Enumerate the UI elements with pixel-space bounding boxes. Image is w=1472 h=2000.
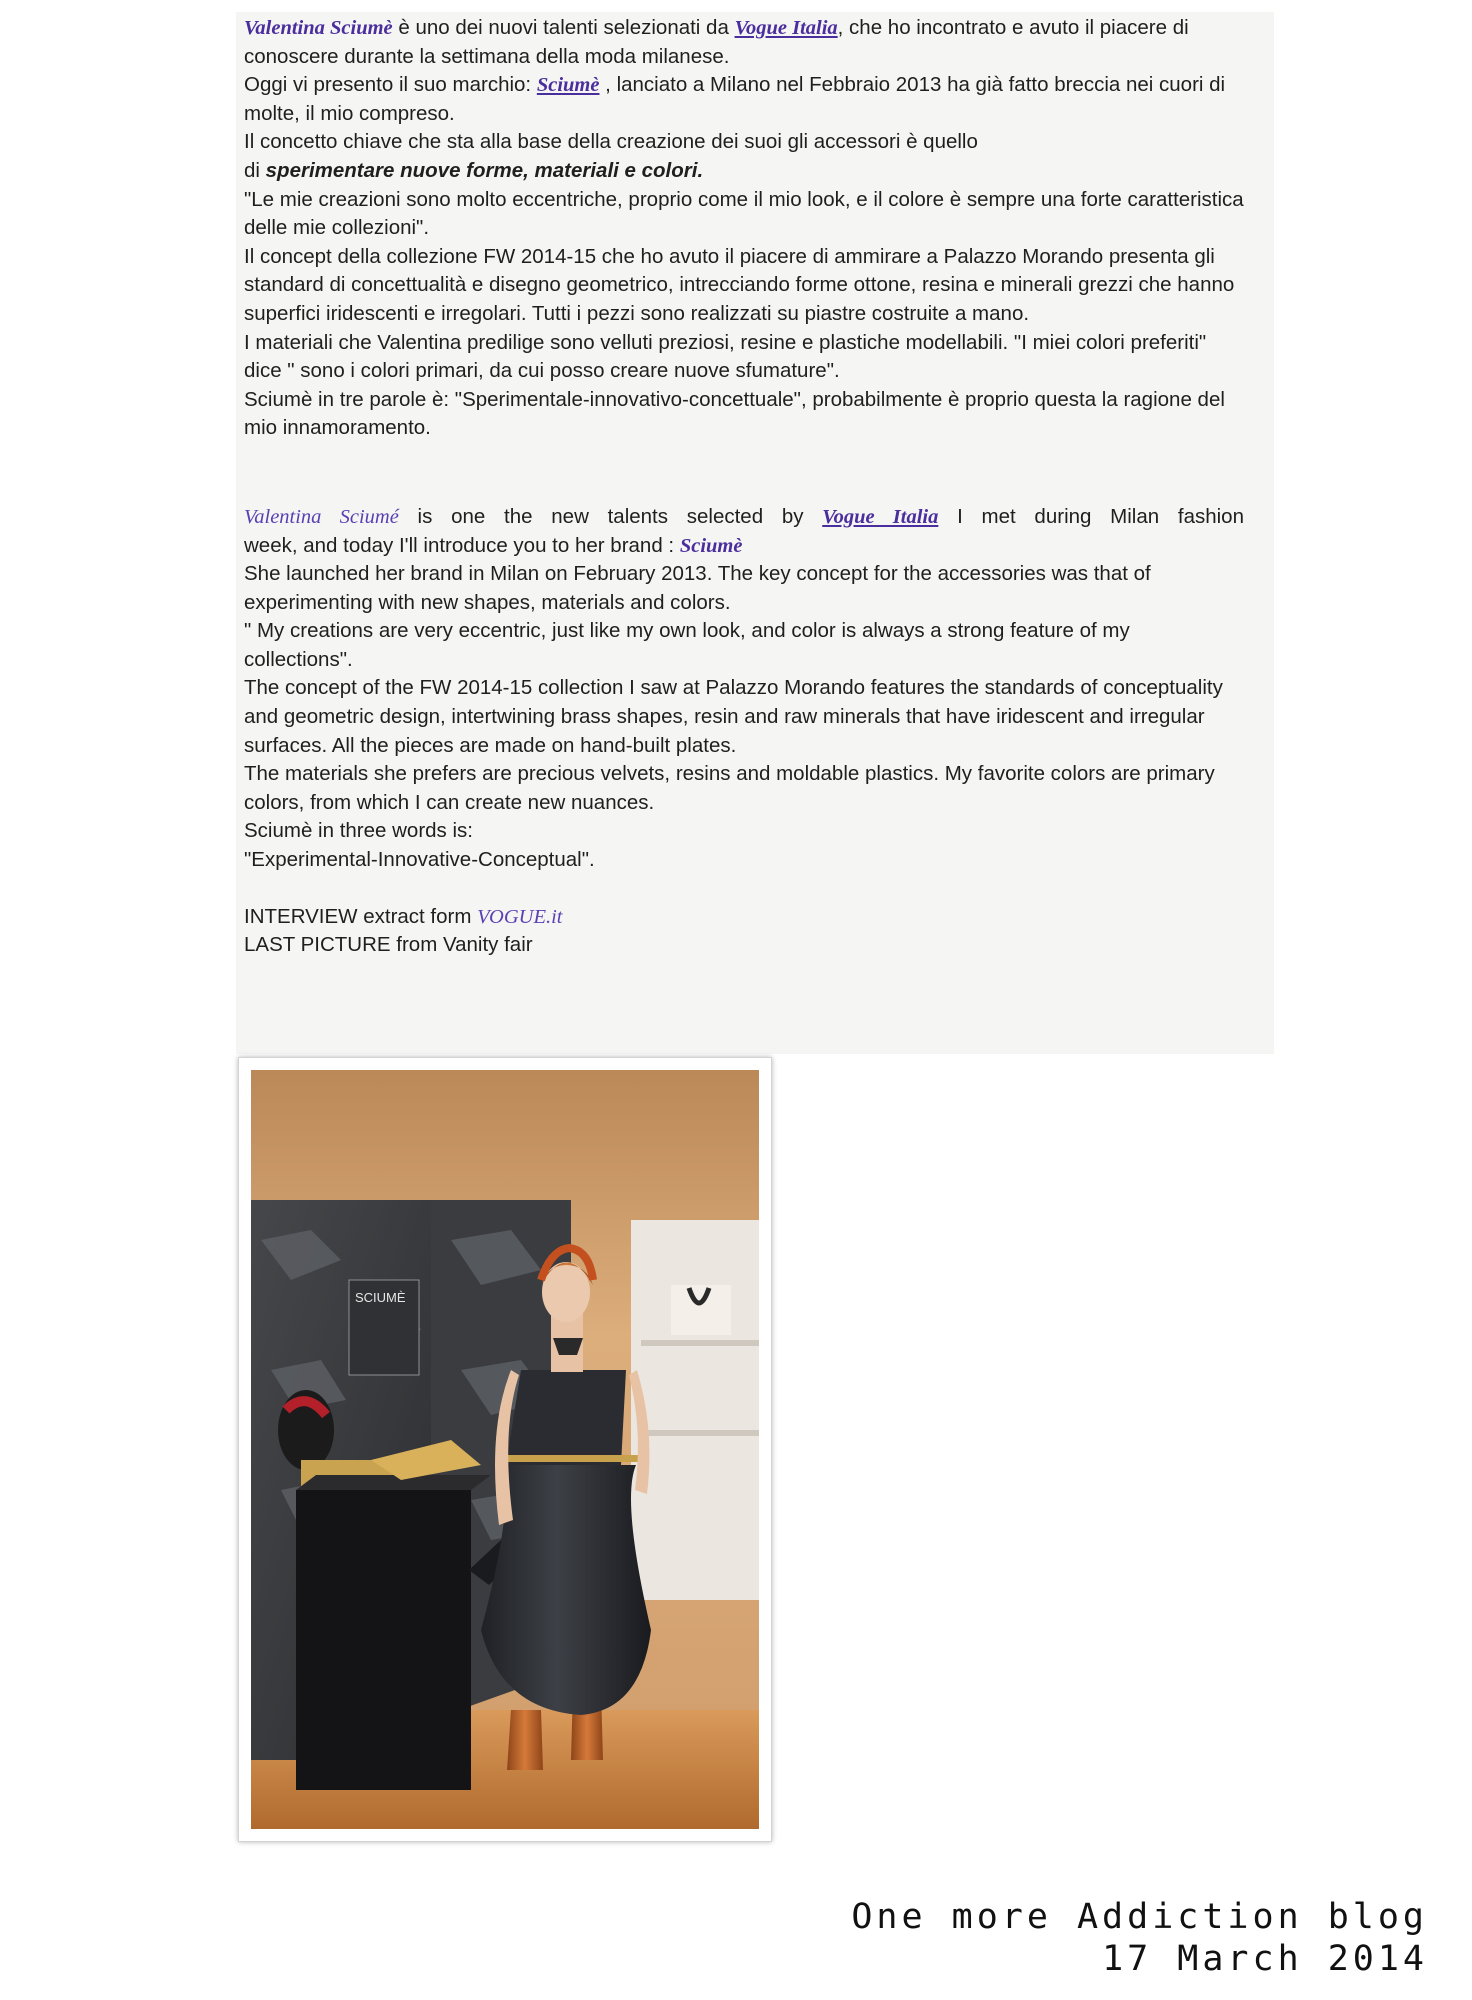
italian-quote: "Le mie creazioni sono molto eccentriche, proprio come il mio look, e il colore è sempre una forte caratteristica delle mie collezioni". [244,187,1244,240]
vogue-it-link[interactable]: VOGUE.it [477,905,563,928]
vogue-italia-link-en[interactable]: Vogue Italia [822,505,939,528]
credits-spacer [244,875,1244,903]
italian-paragraph-words: Sciumè in tre parole è: "Sperimentale-innovativo-concettuale", probabilmente è proprio questa la ragione del mio innamoramento. [244,387,1225,440]
picture-credit: LAST PICTURE from Vanity fair [244,933,533,957]
section-spacer [244,443,1244,503]
brand-link-en[interactable]: Sciumè [679,534,743,557]
english-paragraph-materials: The materials she prefers are precious velvets, resins and moldable plastics. My favorite colors are primary colors, from which I can create new nuances. [244,762,1215,814]
english-paragraph-words: "Experimental-Innovative-Conceptual". [244,848,595,872]
english-paragraph-launch: She launched her brand in Milan on February 2013. The key concept for the accessories was that of experimenting with new shapes, materials and colors. [244,562,1151,614]
vogue-italia-link[interactable]: Vogue Italia [734,17,838,39]
footer-blog-name: One more Addiction blog [851,1897,1428,1937]
designer-name-link-en[interactable]: Valentina Sciumé [244,505,399,528]
english-paragraph-collection: The concept of the FW 2014-15 collection I saw at Palazzo Morando features the standards of conceptuality and geometric design, intertwining brass shapes, resin and raw minerals that have iridescent and irregular surfaces. All the pieces are made on hand-built plates. [244,676,1223,757]
english-line-intro: Valentina Sciumé is one the new talents selected by Vogue Italia I met during Milan fashion [244,504,1244,528]
english-quote: " My creations are very eccentric, just like my own look, and color is always a strong feature of my collections". [244,619,1130,671]
brand-link[interactable]: Sciumè [536,74,600,97]
article-text [244,14,1244,960]
designer-portrait-illustration [251,1070,759,1829]
italian-paragraph-collection: Il concept della collezione FW 2014-15 che ho avuto il piacere di ammirare a Palazzo Morando presenta gli standard di concettualità e disegno geometrico, intrecciando forme ottone, resina e minerali grezzi che hanno superfici iridescenti e irregolari. Tutti i pezzi sono realizzati su piastre costruite a mano. [244,244,1235,325]
interview-credit: INTERVIEW extract form VOGUE.it [244,904,563,928]
concept-emphasis: sperimentare nuove forme, materiali e colori. [265,158,704,182]
italian-paragraph-concept: Il concetto chiave che sta alla base della creazione dei suoi gli accessori è quello di sperimentare nuove forme, materiali e colori. [244,130,978,182]
italian-paragraph-intro: Valentina Sciumè è uno dei nuovi talenti selezionati da Vogue Italia, che ho incontrato e avuto il piacere di conoscere durante la settimana della moda milanese. [244,16,1189,68]
english-line-brand: week, and today I'll introduce you to her brand : Sciumè [244,533,743,557]
english-paragraph-words-label: Sciumè in three words is: [244,819,474,843]
sciume-sign-text: SCIUMÈ [355,1290,406,1305]
designer-name-link[interactable]: Valentina Sciumè [244,17,393,39]
event-photo [238,1057,772,1842]
footer-date: 17 March 2014 [1102,1939,1428,1979]
italian-paragraph-materials: I materiali che Valentina predilige sono velluti preziosi, resine e plastiche modellabili. "I miei colori preferiti" dice " sono i colori primari, da cui posso creare nuove sfumature". [244,330,1207,383]
italian-paragraph-brand: Oggi vi presento il suo marchio: Sciumè , lanciato a Milano nel Febbraio 2013 ha già fatto breccia nei cuori di molte, il mio compreso. [244,73,1226,125]
footer-caption [851,1896,1428,1980]
